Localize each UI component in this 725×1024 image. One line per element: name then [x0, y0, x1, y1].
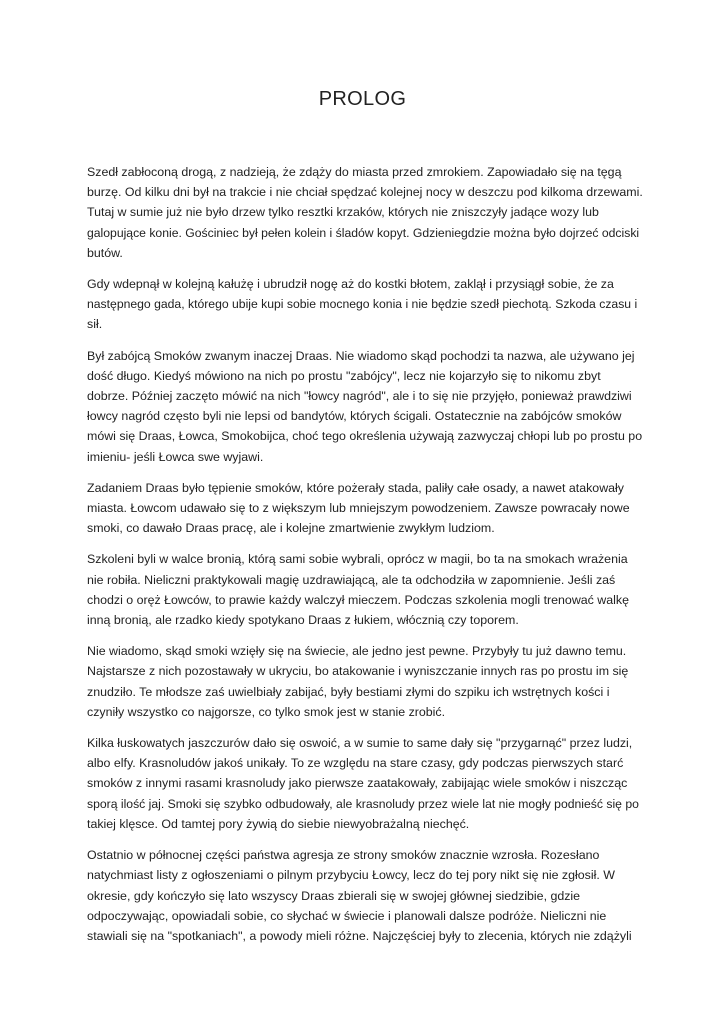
paragraph	[87, 733, 643, 834]
paragraph-line: stawiali się na "spotkaniach", a powody mieli różne. Najczęściej były to zlecenia, których nie zdążyli	[87, 928, 632, 943]
paragraph	[87, 641, 643, 722]
paragraph	[87, 346, 643, 467]
paragraph-line: miasta. Łowcom udawało się to z większym lub mniejszym powodzeniem. Zawsze powracały nowe	[87, 501, 630, 516]
paragraph-line: sporą ilość jaj. Smoki się szybko odbudowały, ale krasnoludy przez wiele lat nie mogły podnieść się po	[87, 796, 639, 811]
paragraph-line: Zadaniem Draas było tępienie smoków, które pożerały stada, paliły całe osady, a nawet atakowały	[87, 480, 624, 495]
document-body	[87, 162, 643, 957]
paragraph-line: Szedł zabłoconą drogą, z nadzieją, że zdąży do miasta przed zmrokiem. Zapowiadało się na tęgą	[87, 165, 622, 179]
paragraph-line: takiej klęsce. Od tamtej pory żywią do siebie niewyobrażalną niechęć.	[87, 816, 470, 831]
paragraph	[87, 478, 643, 539]
paragraph	[87, 549, 643, 630]
paragraph-line: albo elfy. Krasnoludów jakoś unikały. To ze względu na stare czasy, gdy podczas pierwszych starć	[87, 756, 624, 771]
paragraph	[87, 162, 643, 263]
paragraph-line: imieniu- jeśli Łowca swe wyjawi.	[87, 449, 264, 464]
paragraph-line: czyniły wszystko co najgorsze, co tylko smok jest w stanie zrobić.	[87, 704, 446, 719]
paragraph-line: chodzi o oręż Łowców, to prawie każdy walczył mieczem. Podczas szkolenia mogli trenować walkę	[87, 592, 629, 607]
paragraph-line: Gdy wdepnął w kolejną kałużę i ubrudził nogę aż do kostki błotem, zaklął i przysiągł sobie, że za	[87, 277, 614, 292]
paragraph-line: Nie wiadomo, skąd smoki wzięły się na świecie, ale jedno jest pewne. Przybyły tu już dawno temu.	[87, 644, 627, 659]
paragraph-line: następnego gada, którego ubije kupi sobie mocnego konia i nie będzie szedł piechotą. Szkoda czasu i	[87, 297, 638, 312]
paragraph-line: burzę. Od kilku dni był na trakcie i nie chciał spędzać kolejnej nocy w deszczu pod kilkoma drzewami.	[87, 185, 643, 200]
paragraph-line: Najstarsze z nich pozostawały w ukryciu, bo atakowanie i wyniszczanie innych ras po prostu im się	[87, 664, 629, 679]
paragraph-line: inną bronią, ale rzadko kiedy spotykano Draas z łukiem, włócznią czy toporem.	[87, 613, 519, 628]
paragraph-line: mówi się Draas, Łowca, Smokobijca, choć tego określenia używają zazwyczaj chłopi lub po prostu po	[87, 429, 643, 444]
paragraph-line: okresie, gdy kończyło się lato wszyscy Draas zbierali się w swojej głównej siedzibie, gdzie	[87, 888, 581, 903]
paragraph-line: galopujące konie. Gościniec był pełen kolein i śladów kopyt. Gdzieniegdzie można było dojrzeć odciski	[87, 225, 640, 240]
paragraph-line: znudziło. Te młodsze zaś uwielbiały zabijać, były bestiami złymi do szpiku ich wstrętnych kości i	[87, 684, 610, 699]
paragraph-line: Był zabójcą Smoków zwanym inaczej Draas. Nie wiadomo skąd pochodzi ta nazwa, ale używano jej	[87, 348, 635, 363]
paragraph-line: sił.	[87, 317, 103, 332]
paragraph-line: łowcy nagród często byli nie lepsi od bandytów, których ścigali. Ostatecznie na zabójców smoków	[87, 409, 622, 424]
paragraph-line: nie robiła. Nieliczni praktykowali magię uzdrawiającą, ale ta odchodziła w zapomnienie. Jeśli zaś	[87, 572, 616, 587]
page-title: PROLOG	[318, 88, 407, 110]
paragraph	[87, 845, 643, 946]
paragraph-line: odpoczywając, opowiadali sobie, co słychać w świecie i planowali dalsze podróże. Nieliczni nie	[87, 908, 607, 923]
paragraph-line: Szkoleni byli w walce bronią, którą sami sobie wybrali, oprócz w magii, bo ta na smokach wrażenia	[87, 552, 628, 567]
paragraph-line: dość długo. Kiedyś mówiono na nich po prostu "zabójcy", lecz nie kojarzyło się to nikomu zbyt	[87, 368, 601, 383]
paragraph-line: smoków z innymi rasami krasnoludy jako pierwsze zaatakowały, zabijając wiele smoków i niszcząc	[87, 776, 628, 791]
paragraph-line: Tutaj w sumie już nie było drzew tylko resztki krzaków, których nie zniszczyły jadące wozy lub	[87, 205, 599, 220]
paragraph	[87, 274, 643, 335]
paragraph-line: natychmiast listy z ogłoszeniami o pilnym przybyciu Łowcy, lecz do tej pory nikt się nie zgłosił. W	[87, 868, 615, 883]
paragraph-line: Kilka łuskowatych jaszczurów dało się oswoić, a w sumie to same dały się "przygarnąć" przez ludzi,	[87, 736, 633, 751]
paragraph-line: dobrze. Później zaczęto mówić na nich "łowcy nagród", ale i to się nie przyjęło, ponieważ prawdziwi	[87, 389, 632, 404]
paragraph-line: butów.	[87, 245, 123, 260]
paragraph-line: smoki, co dawało Draas pracę, ale i kolejne zmartwienie zwykłym ludziom.	[87, 521, 495, 536]
paragraph-line: Ostatnio w północnej części państwa agresja ze strony smoków znacznie wzrosła. Rozesłano	[87, 848, 600, 863]
